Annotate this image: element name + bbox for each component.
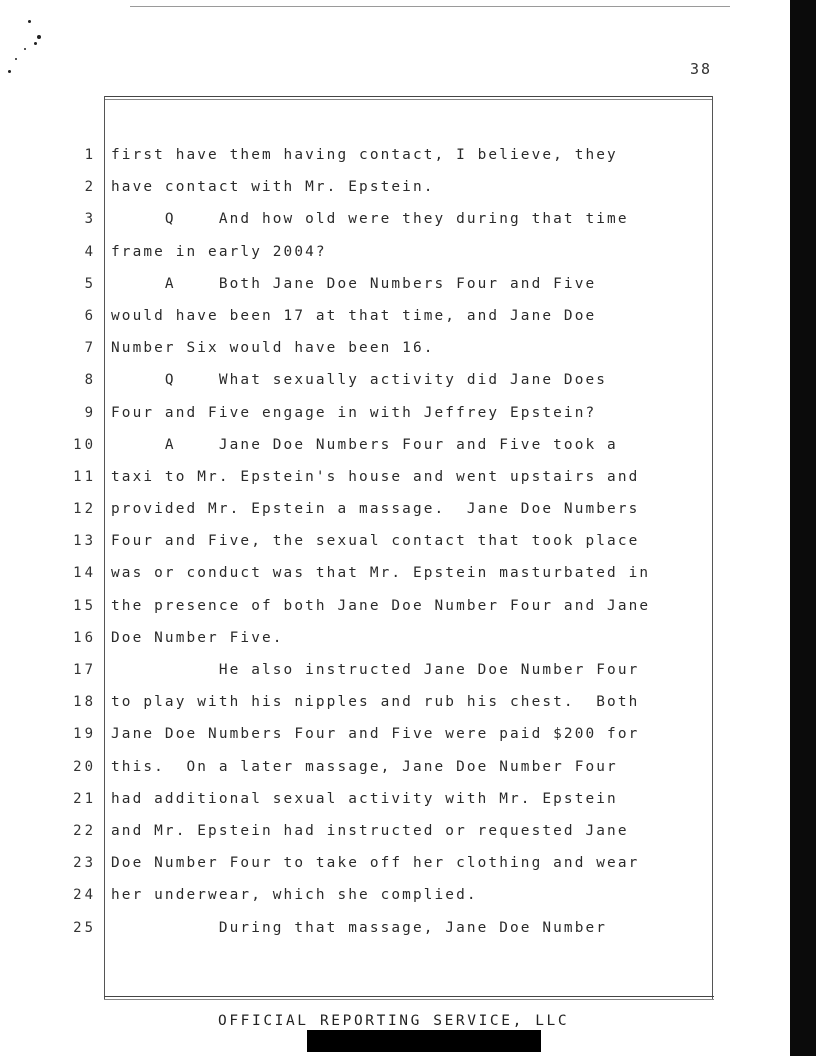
transcript-line: Q And how old were they during that time xyxy=(111,211,629,228)
scan-speck xyxy=(28,20,31,23)
line-number: 11 xyxy=(73,468,96,485)
line-number: 24 xyxy=(73,887,96,904)
transcript-line: provided Mr. Epstein a massage. Jane Doe Numbers xyxy=(111,501,640,518)
line-number: 9 xyxy=(84,404,96,421)
transcript-line: A Jane Doe Numbers Four and Five took a xyxy=(111,436,618,453)
line-number: 2 xyxy=(84,179,96,196)
frame-left-rule xyxy=(104,96,105,1000)
scan-top-edge xyxy=(130,6,730,7)
transcript-line: first have them having contact, I believe, they xyxy=(111,147,618,163)
scan-speck xyxy=(37,35,41,39)
line-number: 14 xyxy=(73,565,96,582)
scan-speck xyxy=(15,58,17,60)
frame-right-rule xyxy=(712,96,713,1000)
line-number: 5 xyxy=(84,275,96,292)
transcript-body xyxy=(111,144,711,949)
line-number-column xyxy=(60,144,96,949)
transcript-line: Four and Five, the sexual contact that took place xyxy=(111,533,640,550)
transcript-line: Doe Number Five. xyxy=(111,629,284,646)
redaction-bar xyxy=(307,1030,541,1052)
scan-speck xyxy=(34,42,37,45)
line-number: 10 xyxy=(73,436,96,453)
transcript-line: to play with his nipples and rub his chest. Both xyxy=(111,694,640,711)
frame-top-rule xyxy=(104,96,712,100)
line-number: 7 xyxy=(84,340,96,357)
line-number: 6 xyxy=(84,307,96,324)
transcript-line: taxi to Mr. Epstein's house and went upstairs and xyxy=(111,468,640,485)
line-number: 23 xyxy=(73,855,96,872)
line-number: 16 xyxy=(73,629,96,646)
scan-speck xyxy=(24,48,26,50)
transcript-line: Doe Number Four to take off her clothing and wear xyxy=(111,855,640,872)
transcript-line: her underwear, which she complied. xyxy=(111,887,478,904)
transcript-line: Q What sexually activity did Jane Does xyxy=(111,372,608,389)
transcript-line: the presence of both Jane Doe Number Four and Jane xyxy=(111,597,651,614)
transcript-line: would have been 17 at that time, and Jane Doe xyxy=(111,307,597,324)
transcript-line: A Both Jane Doe Numbers Four and Five xyxy=(111,275,597,292)
transcript-line: Four and Five engage in with Jeffrey Epstein? xyxy=(111,404,597,421)
line-number: 21 xyxy=(73,790,96,807)
transcript-line: Number Six would have been 16. xyxy=(111,340,435,357)
line-number: 20 xyxy=(73,758,96,775)
reporting-service-footer: OFFICIAL REPORTING SERVICE, LLC xyxy=(218,1013,570,1029)
transcript-line: Jane Doe Numbers Four and Five were paid $200 for xyxy=(111,726,640,743)
transcript-line: had additional sexual activity with Mr. Epstein xyxy=(111,790,618,807)
line-number: 22 xyxy=(73,822,96,839)
transcript-line: and Mr. Epstein had instructed or requested Jane xyxy=(111,822,629,839)
line-number: 17 xyxy=(73,662,96,678)
line-number: 25 xyxy=(73,919,96,936)
line-number: 13 xyxy=(73,533,96,550)
transcript-line: During that massage, Jane Doe Number xyxy=(111,919,608,936)
transcript-line: have contact with Mr. Epstein. xyxy=(111,179,435,196)
line-number: 1 xyxy=(84,147,96,163)
page-number: 38 xyxy=(690,60,713,78)
transcript-line: frame in early 2004? xyxy=(111,243,327,260)
line-number: 19 xyxy=(73,726,96,743)
line-number: 18 xyxy=(73,694,96,711)
transcript-line: this. On a later massage, Jane Doe Number Four xyxy=(111,758,618,775)
line-number: 12 xyxy=(73,501,96,518)
line-number: 15 xyxy=(73,597,96,614)
line-number: 4 xyxy=(84,243,96,260)
transcript-line: He also instructed Jane Doe Number Four xyxy=(111,662,640,678)
scan-right-edge xyxy=(790,0,816,1056)
line-number: 3 xyxy=(84,211,96,228)
line-number: 8 xyxy=(84,372,96,389)
transcript-line: was or conduct was that Mr. Epstein masturbated in xyxy=(111,565,651,582)
frame-bottom-rule xyxy=(104,996,714,1000)
scan-speck xyxy=(8,70,11,73)
